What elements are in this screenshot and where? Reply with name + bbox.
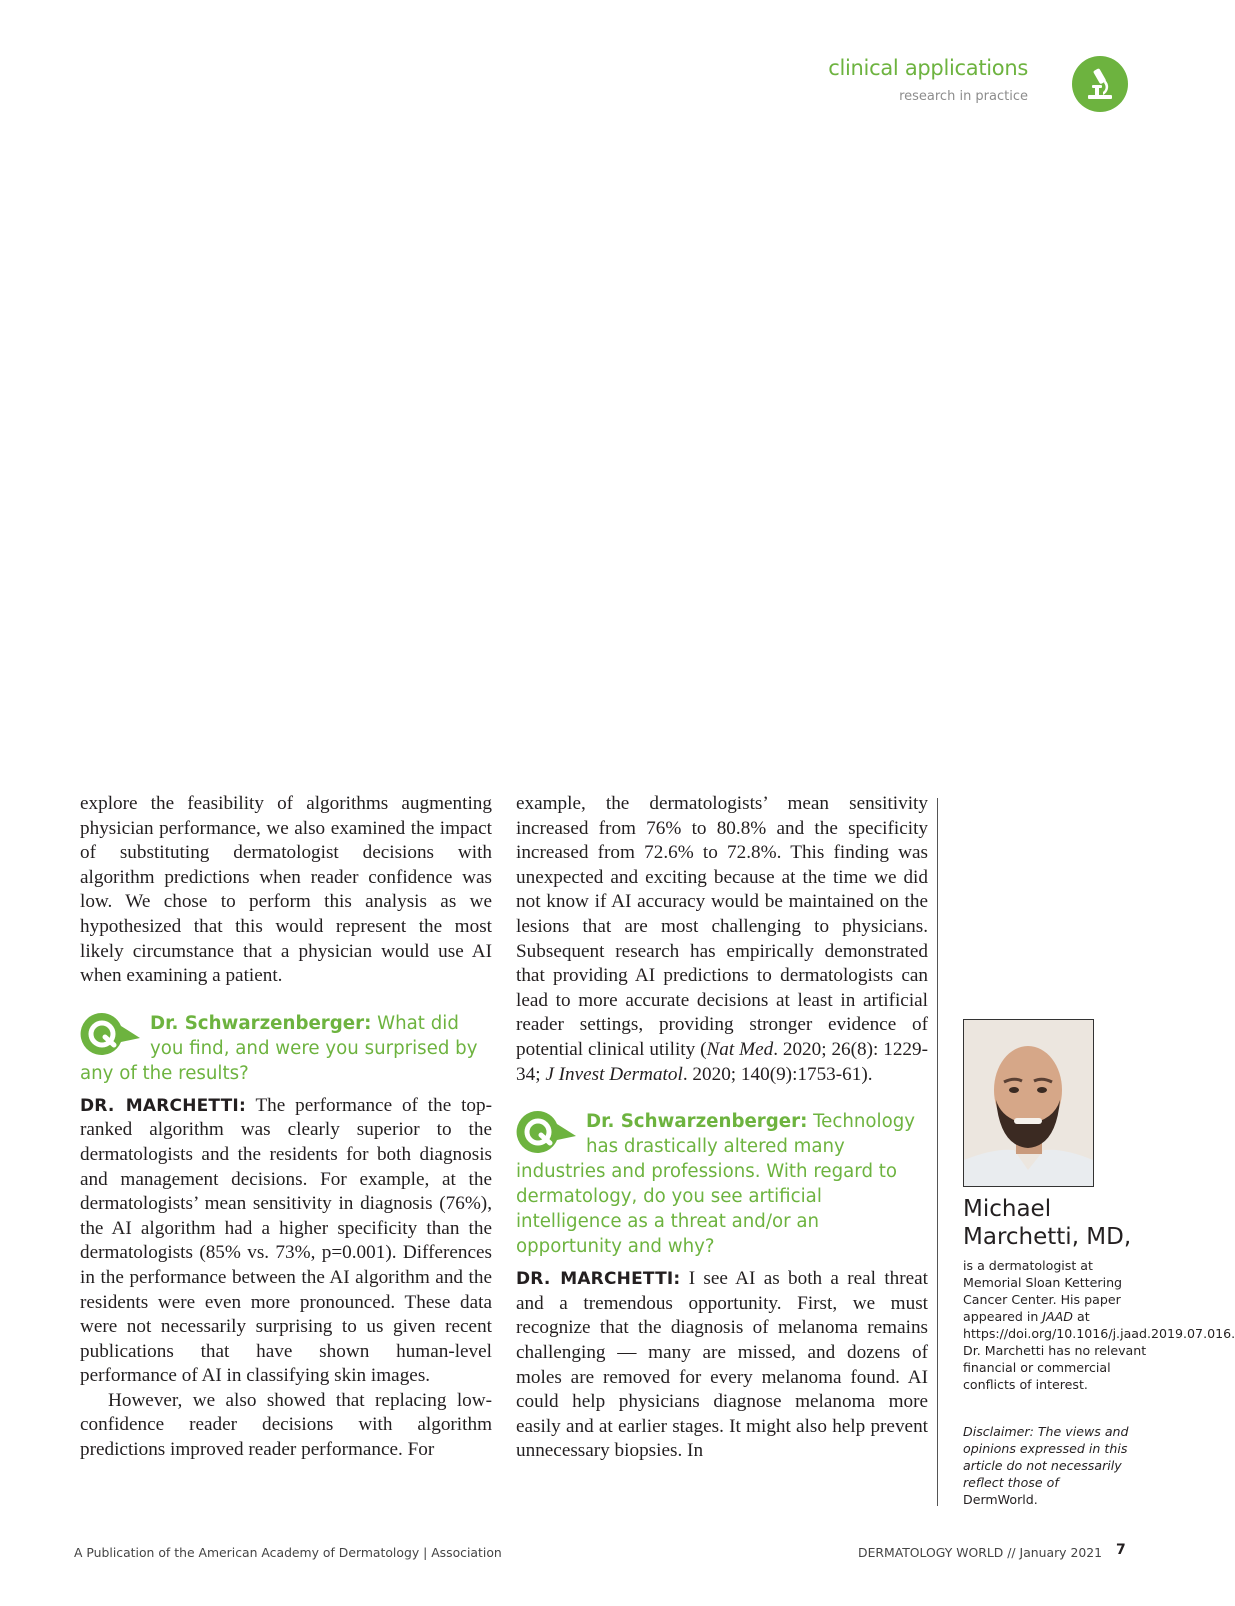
citation-journal: Nat Med	[706, 1038, 774, 1060]
question-speaker: Dr. Schwarzenberger:	[586, 1111, 808, 1133]
section-title: clinical applications	[828, 56, 1028, 80]
citation-journal: J Invest Dermatol	[545, 1063, 683, 1085]
footer-issue: DERMATOLOGY WORLD // January 2021	[858, 1545, 1102, 1560]
section-subtitle: research in practice	[899, 89, 1028, 104]
interview-question	[80, 1011, 492, 1086]
body-text: . 2020; 26(8): 1229-34;	[516, 1038, 928, 1085]
author-bio	[963, 1257, 1235, 1393]
body-paragraph	[516, 792, 928, 1087]
answer-speaker: DR. MARCHETTI:	[80, 1095, 246, 1116]
body-text: example, the dermatologists’ mean sensitivity increased from 76% to 80.8% and the specificity increased from 72.6% to 72.8%. This finding was unexpected and exciting because at the time we did not know if AI accuracy would be maintained on the lesions that are most challenging to physicians. Subsequent research has empirically demonstrated that providing AI predictions to dermatologists can lead to more accurate decisions at least in artificial reader settings, providing stronger evidence of potential clinical utility (	[516, 793, 928, 1060]
body-paragraph: explore the feasibility of algorithms augmenting physician performance, we also examined the impact of substituting dermatologist decisions with algorithm predictions when reader confidence was low. We chose to perform this analysis as we hypothesized that this would represent the most likely circumstance that a physician would use AI when examining a patient.	[80, 793, 492, 987]
disclaimer	[963, 1423, 1153, 1508]
question-speaker: Dr. Schwarzenberger:	[150, 1012, 372, 1034]
disclaimer-text: Disclaimer: The views and opinions expressed in this article do not necessarily reflect those of	[963, 1424, 1129, 1490]
question-text: What did you find, and were you surprised by any of the results?	[80, 1012, 478, 1084]
left-column	[80, 792, 492, 1463]
disclaimer-end: DermWorld.	[963, 1492, 1038, 1507]
section-badge	[1072, 56, 1128, 112]
body-paragraph: However, we also showed that replacing low-confidence reader decisions with algorithm predictions improved reader performance. For	[80, 1389, 492, 1461]
answer-paragraph	[516, 1267, 928, 1464]
author-name: Michael Marchetti, MD,	[963, 1196, 1132, 1250]
column-divider	[937, 798, 938, 1506]
middle-column	[516, 792, 928, 1464]
interview-question	[516, 1109, 928, 1259]
body-text: . 2020; 140(9):1753-61).	[682, 1063, 873, 1085]
answer-paragraph	[80, 1094, 492, 1389]
page-number: 7	[1116, 1542, 1126, 1558]
author-photo	[963, 1019, 1094, 1187]
answer-speaker: DR. MARCHETTI:	[516, 1269, 681, 1290]
bio-journal: JAAD	[1042, 1309, 1073, 1324]
bio-text: is a dermatologist at Memorial Sloan Kettering Cancer Center. His paper appeared in	[963, 1258, 1123, 1324]
question-text: Technology has drastically altered many industries and professions. With regard to dermatology, do you see artificial intelligence as a threat and/or an opportunity and why?	[516, 1111, 916, 1258]
microscope-icon	[1083, 66, 1117, 102]
question-q-icon	[80, 1011, 142, 1057]
question-q-icon	[516, 1109, 578, 1155]
bio-text: at https://doi.org/10.1016/j.jaad.2019.07.016. Dr. Marchetti has no relevant financial or commercial conflicts of interest.	[963, 1309, 1235, 1392]
footer-publication: A Publication of the American Academy of Dermatology | Association	[74, 1545, 502, 1560]
answer-text: The performance of the top-ranked algorithm was clearly superior to the dermatologists and the residents for both diagnosis and management decisions. For example, at the dermatologists’ mean sensitivity in diagnosis (76%), the AI algorithm had a higher specificity than the dermatologists (85% vs. 73%, p=0.001). Differences in the performance between the AI algorithm and the residents were even more pronounced. These data were not necessarily surprising to us given recent publications that have shown human-level performance of AI in classifying skin images.	[80, 1094, 492, 1387]
answer-text: I see AI as both a real threat and a tremendous opportunity. First, we must recognize that the diagnosis of melanoma remains challenging — many are missed, and dozens of moles are removed for every melanoma found. AI could help physicians diagnose melanoma more easily and at earlier stages. It might also help prevent unnecessary biopsies. In	[516, 1268, 928, 1462]
portrait-image	[964, 1020, 1093, 1186]
